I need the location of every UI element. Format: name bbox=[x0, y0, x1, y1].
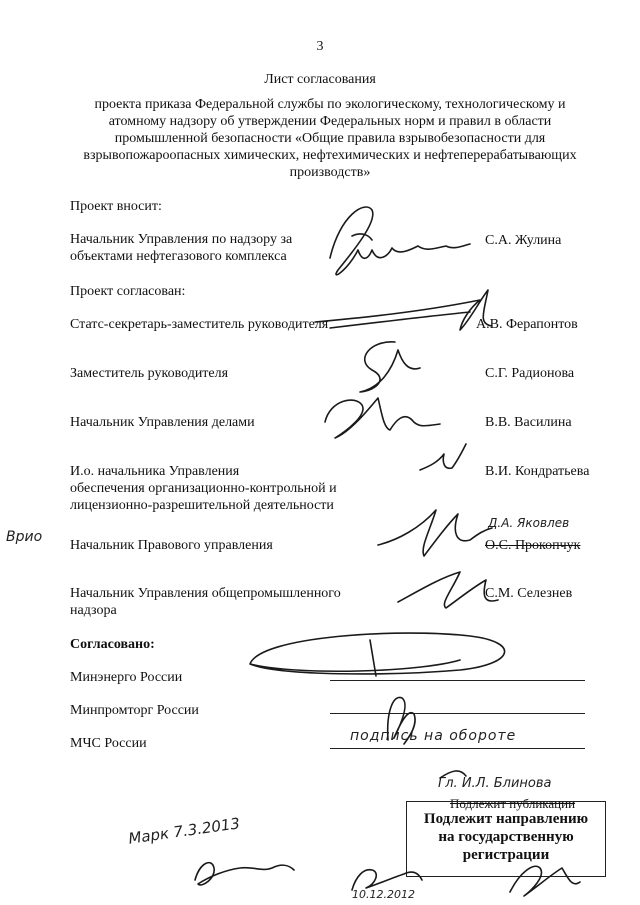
signature-line bbox=[330, 748, 585, 749]
introduced-by-heading: Проект вносит: bbox=[70, 199, 162, 214]
signature-zhulina bbox=[330, 207, 470, 275]
handwritten-acting-prefix: Врио bbox=[6, 529, 43, 545]
signature-vasilina bbox=[325, 398, 440, 438]
signatory-position: Начальник Правового управления bbox=[70, 538, 273, 553]
signatory-name: А.В. Ферапонтов bbox=[476, 317, 578, 332]
handwritten-left-note: Марк 7.3.2013 bbox=[127, 814, 241, 848]
signatory-name: С.М. Селезнев bbox=[485, 586, 573, 601]
agreed-heading: Проект согласован: bbox=[70, 284, 186, 299]
stamp-text bbox=[407, 810, 605, 864]
approved-heading: Согласовано: bbox=[70, 637, 155, 652]
introducer-position: Начальник Управления по надзору за bbox=[70, 232, 293, 247]
subject-line: производств» bbox=[289, 165, 371, 180]
ministry-name: Минпромторг России bbox=[70, 703, 199, 718]
signatory-name: С.Г. Радионова bbox=[485, 366, 575, 381]
subject-line: промышленной безопасности «Общие правила взрывобезопасности для bbox=[114, 131, 546, 146]
handwritten-stamp-name: Гл. И.Л. Блинова bbox=[438, 776, 552, 791]
stamp-line: регистрации bbox=[462, 847, 550, 863]
handwritten-bottom-date: 10.12.2012 bbox=[352, 888, 415, 901]
signature-radionova bbox=[360, 342, 420, 392]
signatory-position: обеспечения организационно-контрольной и bbox=[70, 481, 337, 496]
signatory-position: лицензионно-разрешительной деятельности bbox=[70, 498, 334, 513]
stamp-line: на государственную bbox=[438, 829, 574, 845]
signature-kondratieva bbox=[420, 444, 466, 470]
signatory-name: В.В. Василина bbox=[485, 415, 572, 430]
subject-line: взрывопожароопасных химических, нефтехимических и нефтеперерабатывающих bbox=[83, 148, 577, 163]
sheet-title: Лист согласования bbox=[264, 72, 376, 87]
signature-yakovlev bbox=[378, 510, 492, 556]
ministry-name: Минэнерго России bbox=[70, 670, 183, 685]
subject-line: атомному надзору об утверждении Федеральных норм и правил в области bbox=[108, 114, 552, 129]
subject-line: проекта приказа Федеральной службы по экологическому, технологическому и bbox=[94, 97, 566, 112]
signatory-position: Начальник Управления общепромышленного bbox=[70, 586, 341, 601]
publication-line-struck: Подлежит публикации bbox=[450, 796, 576, 811]
ministry-name: МЧС России bbox=[70, 736, 147, 751]
signature-line bbox=[330, 713, 585, 714]
signatory-position: Начальник Управления делами bbox=[70, 415, 255, 430]
signatory-position: Заместитель руководителя bbox=[70, 366, 229, 381]
signatory-name-struck: О.С. Прокопчук bbox=[485, 538, 581, 553]
signature-seleznev bbox=[398, 572, 498, 608]
signature-ferapontov bbox=[315, 290, 492, 330]
page-number: 3 bbox=[316, 39, 324, 54]
handwritten-note: подпись на обороте bbox=[350, 728, 517, 744]
signature-bottom-left bbox=[195, 863, 294, 885]
signature-line bbox=[330, 680, 585, 681]
registration-stamp bbox=[406, 801, 606, 877]
signatory-name: В.И. Кондратьева bbox=[485, 464, 590, 479]
signatory-position: надзора bbox=[70, 603, 117, 618]
handwritten-replacement-name: Д.А. Яковлев bbox=[488, 516, 570, 530]
stamp-line: Подлежит направлению bbox=[423, 811, 589, 827]
signatory-position: И.о. начальника Управления bbox=[70, 464, 240, 479]
introducer-position: объектами нефтегазового комплекса bbox=[70, 249, 287, 264]
signatory-position: Статс-секретарь-заместитель руководителя bbox=[70, 317, 329, 332]
introducer-name: С.А. Жулина bbox=[485, 233, 562, 248]
subject-text bbox=[60, 96, 600, 181]
signature-minenergo bbox=[250, 633, 505, 674]
